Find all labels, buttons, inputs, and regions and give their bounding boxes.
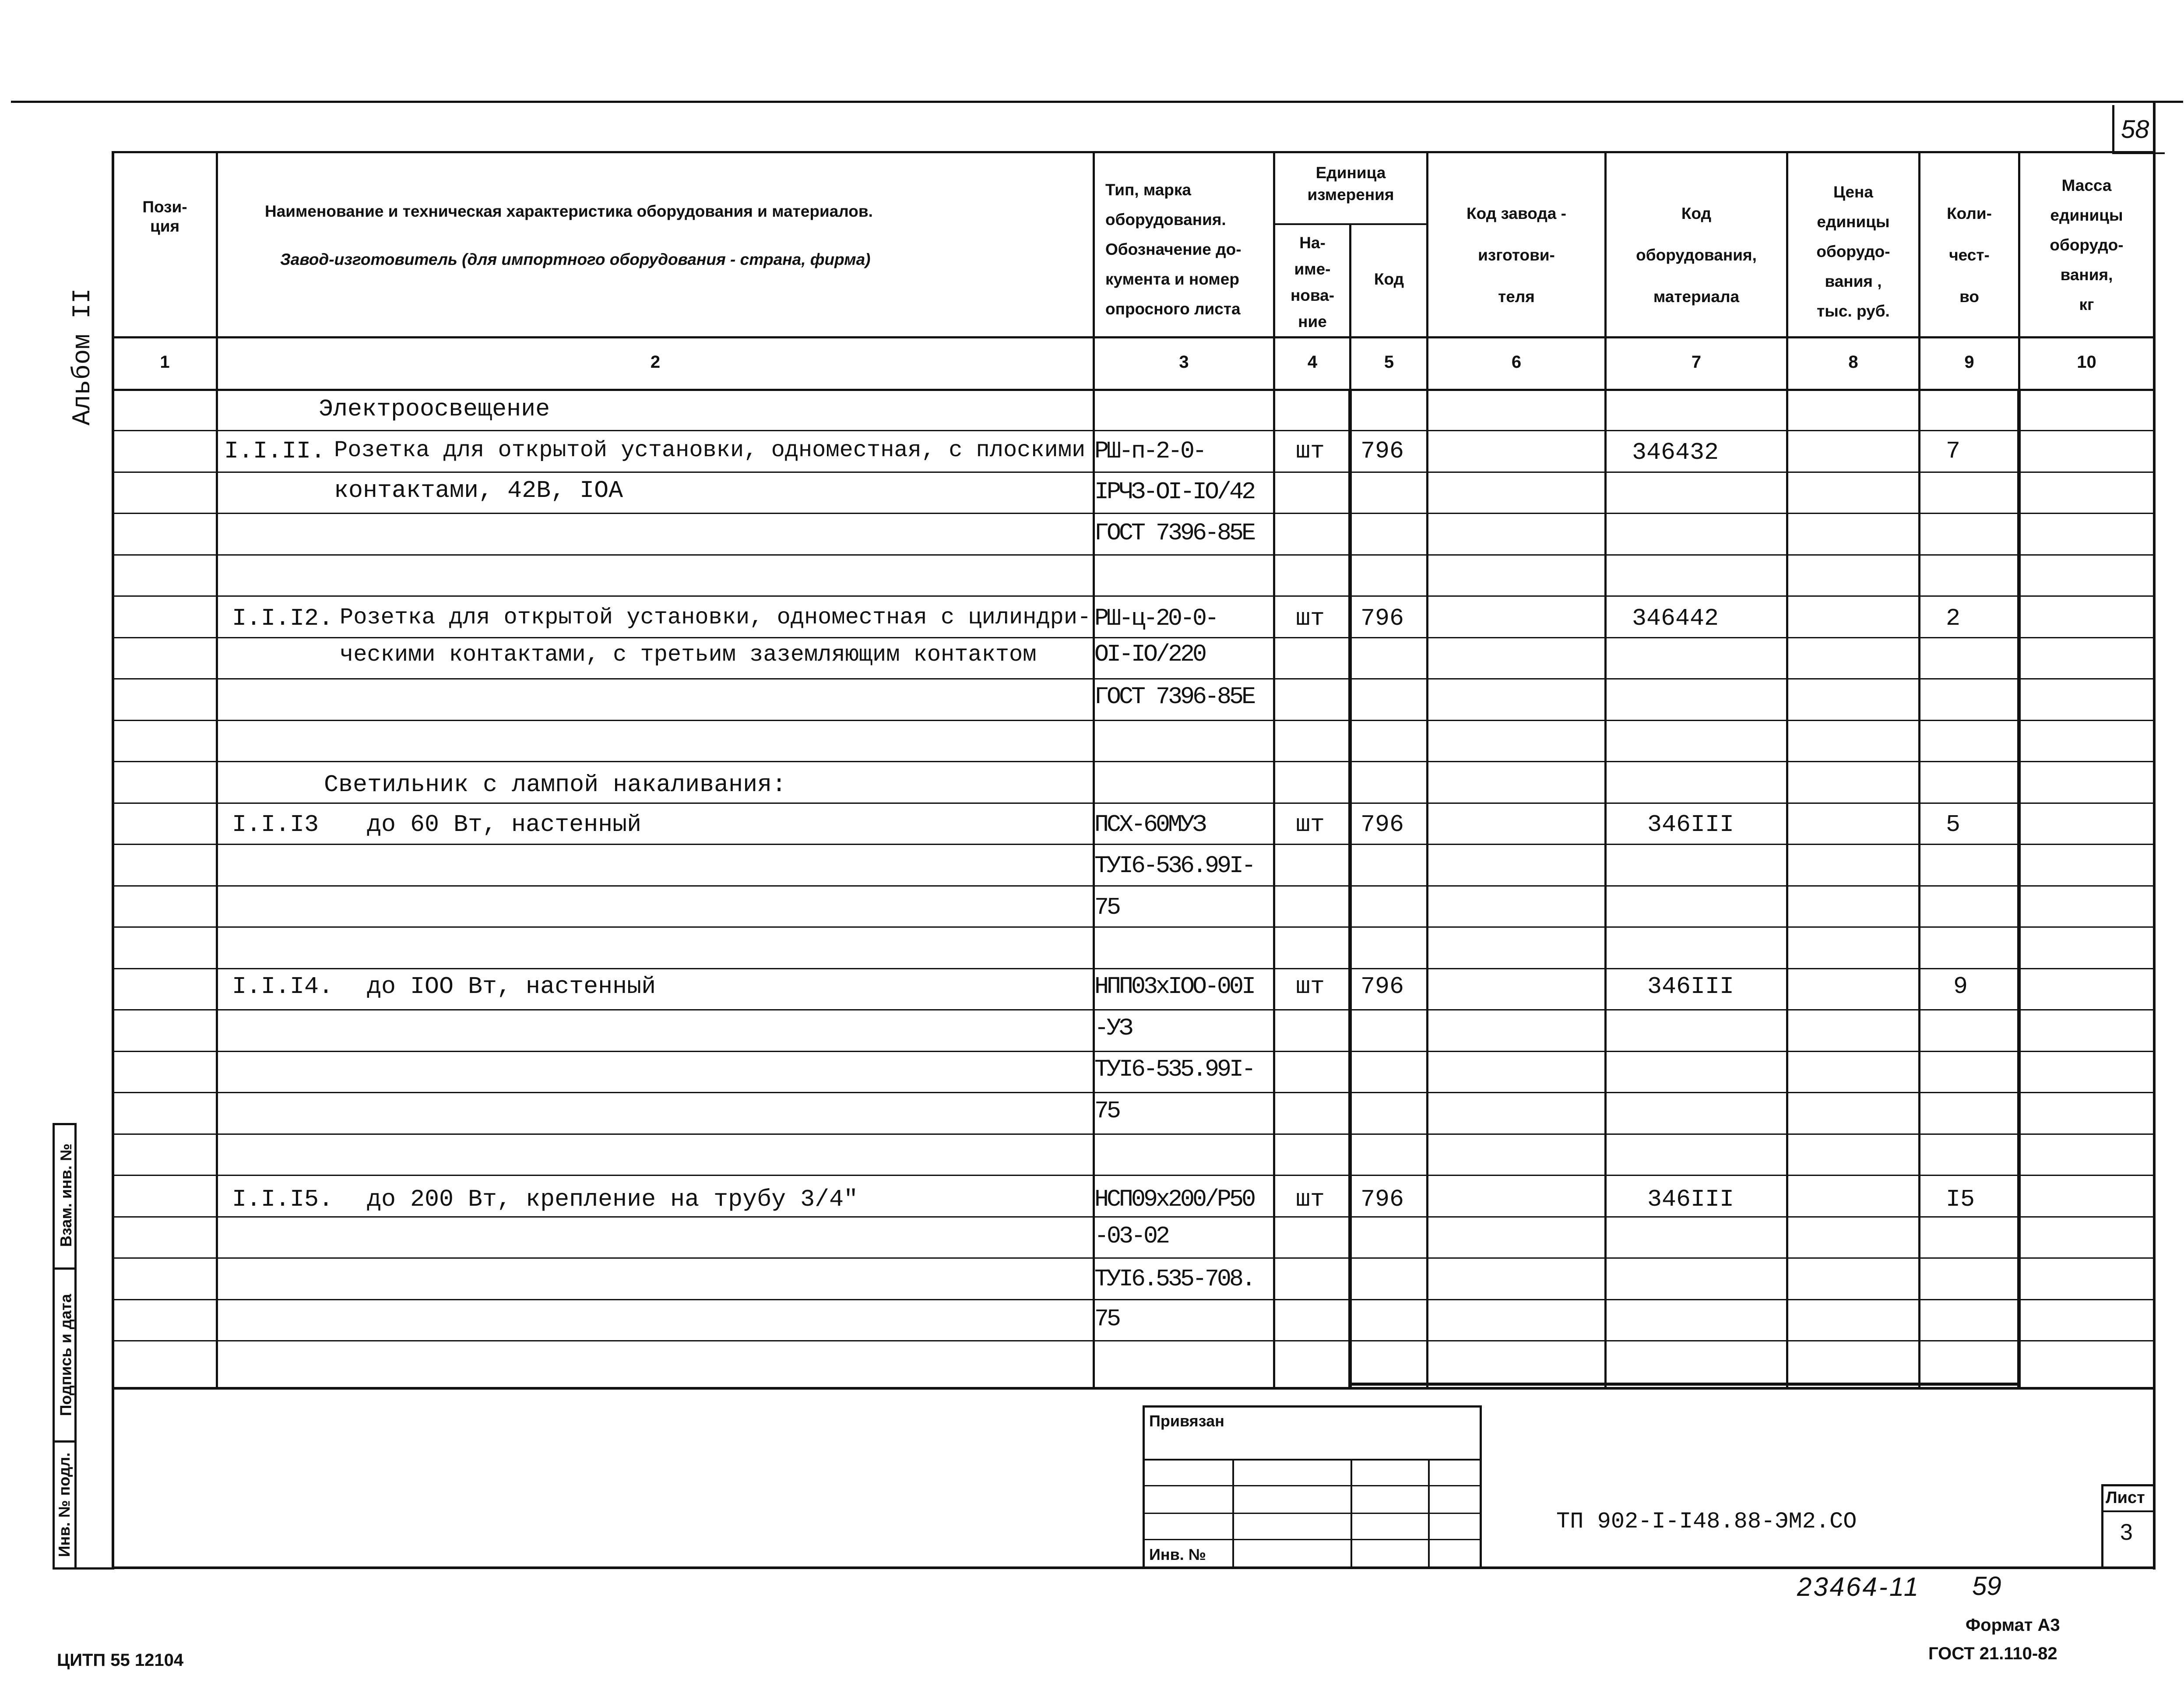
table-row-position: I.I.I4. (232, 973, 334, 1000)
table-row-item-code: 346442 (1632, 605, 1719, 632)
row-line (112, 1092, 2153, 1093)
col-number-10: 10 (2077, 352, 2096, 372)
table-row-quantity: 5 (1946, 811, 1961, 838)
row-line (112, 1133, 2153, 1135)
table-row-type: 75 (1094, 894, 1119, 921)
table-row-quantity: 7 (1946, 437, 1961, 465)
header-unit: Единица измерения (1307, 164, 1394, 204)
table-row-type: ОI-IО/220 (1094, 641, 1205, 668)
header-item-code: Код оборудования, материала (1636, 204, 1757, 306)
row-line (112, 678, 2153, 679)
frame-bottom (112, 1566, 2156, 1569)
row-line (112, 844, 2153, 845)
col-line-6 (1604, 151, 1607, 1389)
table-row-type: НСП09х200/Р50 (1094, 1186, 1254, 1213)
row-line (112, 1216, 2153, 1218)
col-number-7: 7 (1691, 352, 1702, 372)
col-line-3 (1273, 151, 1275, 1389)
header-price: Цена единицы оборудо- вания , тыс. руб. (1816, 183, 1890, 320)
col-number-3: 3 (1179, 352, 1189, 372)
box-right (2017, 390, 2021, 1388)
section-title-lamps: Светильник с лампой накаливания: (324, 771, 787, 799)
row-line (112, 1051, 2153, 1052)
table-row-name: до 200 Вт, крепление на трубу 3/4" (367, 1186, 858, 1213)
col-number-5: 5 (1384, 352, 1394, 372)
table-row-name: Розетка для открытой установки, одноместная с цилиндри- (340, 605, 1091, 630)
table-row-type: ГОСТ 7396-85Е (1094, 683, 1254, 711)
page-number: 58 (2121, 115, 2149, 144)
table-row-unit-code: 796 (1361, 437, 1404, 465)
gost-label: ГОСТ 21.110-82 (1928, 1644, 2057, 1663)
table-row-name: до 60 Вт, настенный (367, 811, 642, 838)
table-row-type: РШ-п-2-0- (1094, 437, 1205, 465)
sheet-label: Лист (2106, 1489, 2145, 1507)
table-row-unit: шт (1296, 973, 1325, 1000)
table-row-unit: шт (1296, 437, 1325, 465)
row-line (112, 968, 2153, 969)
col-number-8: 8 (1848, 352, 1858, 372)
table-row-item-code: 346III (1647, 973, 1734, 1000)
table-row-item-code: 346III (1647, 1186, 1734, 1213)
table-row-type: ГОСТ 7396-85Е (1094, 519, 1254, 547)
table-header-bottom (112, 336, 2153, 338)
table-row-position: I.I.I2. (232, 605, 334, 632)
citp-label: ЦИТП 55 12104 (57, 1651, 184, 1670)
document-code: ТП 902-I-I48.88-ЭМ2.СО (1556, 1509, 1857, 1535)
col-number-6: 6 (1511, 352, 1522, 372)
table-row-quantity: 2 (1946, 605, 1961, 632)
handwritten-page: 59 (1972, 1571, 2001, 1601)
row-line (112, 720, 2153, 721)
table-row-type: IРЧЗ-ОI-IО/42 (1094, 478, 1254, 506)
header-name-line1: Наименование и техническая характеристика оборудования и материалов. (265, 202, 873, 220)
col-line-1 (216, 151, 218, 1389)
table-row-name-cont: ческими контактами, с третьим заземляющим контактом (340, 642, 1037, 668)
table-row-name: до IОО Вт, настенный (367, 973, 656, 1000)
table-row-type: ТУI6-535.99I- (1094, 1056, 1254, 1083)
table-row-name: Розетка для открытой установки, одноместная, с плоскими (334, 437, 1086, 463)
privyazan-label: Привязан (1149, 1412, 1224, 1430)
col-number-4: 4 (1307, 352, 1318, 372)
table-row-position: I.I.II. (224, 437, 326, 465)
row-line (112, 554, 2153, 556)
header-type: Тип, марка оборудования. Обозначение до- кумента и номер опросного листа (1105, 181, 1241, 318)
row-line (112, 1299, 2153, 1300)
box-bottom (1348, 1383, 2021, 1386)
table-numbers-bottom (112, 389, 2153, 391)
format-label: Формат А3 (1966, 1616, 2060, 1635)
row-line (112, 1257, 2153, 1259)
table-row-type: ТУI6.535-708. (1094, 1265, 1254, 1293)
side-stamp-inv-podl: Инв. № подл. (55, 1452, 73, 1557)
table-row-type: 75 (1094, 1097, 1119, 1125)
inv-number-label: Инв. № (1149, 1545, 1206, 1563)
row-line (112, 803, 2153, 804)
col-number-1: 1 (160, 352, 170, 372)
col-number-2: 2 (650, 352, 661, 372)
table-row-item-code: 346432 (1632, 439, 1719, 466)
header-factory-code: Код завода - изготови- теля (1467, 204, 1566, 306)
table-bottom (112, 1387, 2153, 1390)
table-row-unit-code: 796 (1361, 973, 1404, 1000)
table-row-unit: шт (1296, 1186, 1325, 1213)
table-top (112, 151, 2153, 153)
table-row-type: 75 (1094, 1305, 1119, 1333)
table-row-quantity: 9 (1953, 973, 1968, 1000)
col-line-8 (1918, 151, 1920, 1389)
table-row-type: ТУI6-536.99I- (1094, 852, 1254, 880)
table-row-position: I.I.I5. (232, 1186, 334, 1213)
row-line (112, 595, 2153, 597)
row-line (112, 885, 2153, 887)
sheet-number: 3 (2120, 1520, 2133, 1545)
row-line (112, 430, 2153, 431)
header-unit-name: На- име- нова- ние (1290, 234, 1335, 331)
header-name-line2: Завод-изготовитель (для импортного оборудования - страна, фирма) (280, 250, 871, 268)
side-stamp-zam-inv: Взам. инв. № (57, 1143, 75, 1247)
table-row-quantity: I5 (1946, 1186, 1975, 1213)
row-line (112, 472, 2153, 473)
table-row-position: I.I.I3 (232, 811, 319, 838)
album-label: Альбом II (69, 288, 97, 426)
frame-right (2153, 103, 2156, 1570)
side-stamp-signature-date: Подпись и дата (56, 1294, 75, 1416)
row-line (112, 1340, 2153, 1341)
col-line-5 (1426, 151, 1428, 1389)
table-row-type: -УЗ (1094, 1014, 1132, 1042)
header-quantity: Коли- чест- во (1947, 204, 1992, 306)
header-unit-code: Код (1374, 270, 1404, 288)
table-row-type: НПП03хIОО-00I (1094, 973, 1254, 1000)
table-row-item-code: 346III (1647, 811, 1734, 838)
table-row-unit: шт (1296, 605, 1325, 632)
row-line (112, 1009, 2153, 1010)
row-line (112, 513, 2153, 514)
col-line-7 (1786, 151, 1788, 1389)
table-row-unit-code: 796 (1361, 811, 1404, 838)
table-row-type: -03-02 (1094, 1222, 1168, 1250)
section-title-lighting: Электроосвещение (319, 395, 550, 423)
box-left (1348, 390, 1352, 1388)
table-row-type: РШ-ц-20-0- (1094, 605, 1217, 632)
row-line (112, 637, 2153, 638)
table-row-type: ПСХ-60МУЗ (1094, 811, 1205, 838)
row-line (112, 1175, 2153, 1176)
table-row-name-cont: контактами, 42В, IОА (334, 477, 623, 504)
side-stamp-div1 (53, 1267, 77, 1270)
row-line (112, 761, 2153, 762)
table-row-unit-code: 796 (1361, 605, 1404, 632)
row-line (112, 926, 2153, 928)
handwritten-code: 23464-11 (1797, 1572, 1920, 1601)
header-position: Пози- ция (142, 198, 187, 235)
top-rule (11, 101, 2183, 103)
table-row-unit: шт (1296, 811, 1325, 838)
table-row-unit-code: 796 (1361, 1186, 1404, 1213)
col-number-9: 9 (1964, 352, 1974, 372)
page-number-box-left (2112, 105, 2114, 153)
header-mass: Масса единицы оборудо- вания, кг (2050, 176, 2124, 313)
